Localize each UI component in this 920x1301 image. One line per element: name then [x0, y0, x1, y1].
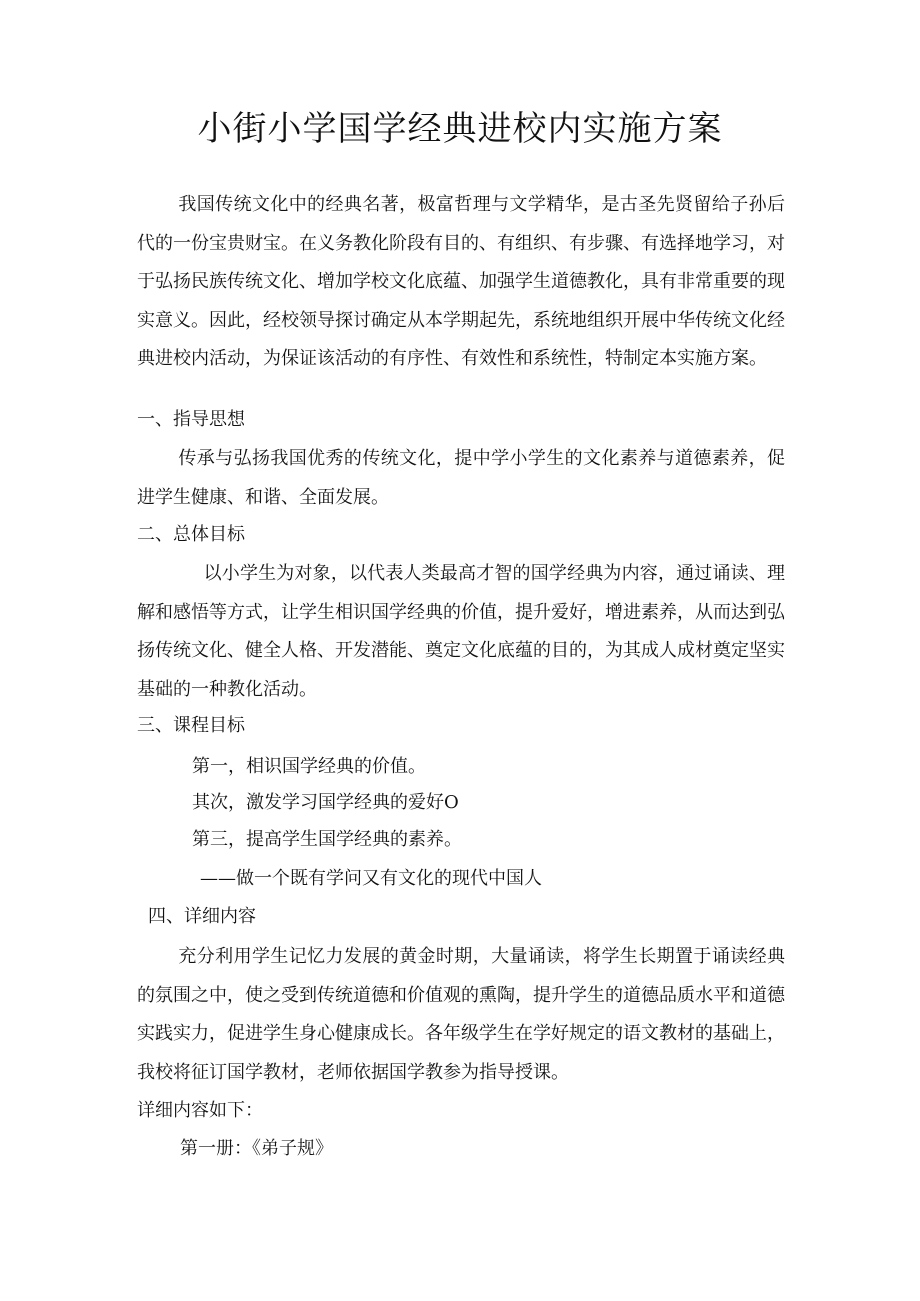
objective-item: 第一，相识国学经典的价值。 [192, 756, 426, 777]
section2-heading: 二、总体目标 [137, 524, 245, 545]
section2-body: 以小学生为对象，以代表人类最高才智的国学经典为内容，通过诵读、理解和感悟等方式，让学生相识国学经典的价值，提升爱好，增进素养，从而达到弘扬传统文化、健全人格、开发潜能、奠定文化底蕴的目的，为其成人成材奠定坚实基础的一种教化活动。 [137, 563, 785, 700]
content-list-intro: 详细内容如下： [137, 1100, 263, 1121]
objective-item: 第三，提高学生国学经典的素养。 [192, 829, 462, 850]
section1-heading: 一、指导思想 [137, 409, 245, 430]
section3-heading: 三、课程目标 [137, 715, 245, 736]
document-title: 小街小学国学经典进校内实施方案 [197, 109, 723, 149]
objective-item: 其次，激发学习国学经典的爱好O [192, 792, 459, 813]
section1-body: 传承与弘扬我国优秀的传统文化，提中学小学生的文化素养与道德素养，促进学生健康、和谐、全面发展。 [137, 448, 785, 508]
section4-heading: 四、详细内容 [148, 906, 256, 927]
intro-paragraph: 我国传统文化中的经典名著，极富哲理与文学精华，是古圣先贤留给子孙后代的一份宝贵财宝。在义务教化阶段有目的、有组织、有步骤、有选择地学习，对于弘扬民族传统文化、增加学校文化底蕴、加强学生道德教化，具有非常重要的现实意义。因此，经校领导探讨确定从本学期起先，系统地组织开展中华传统文化经典进校内活动，为保证该活动的有序性、有效性和系统性，特制定本实施方案。 [137, 194, 785, 370]
objective-motto: ——做一个既有学问又有文化的现代中国人 [200, 868, 542, 889]
section4-body: 充分利用学生记忆力发展的黄金时期，大量诵读，将学生长期置于诵读经典的氛围之中，使之受到传统道德和价值观的熏陶，提升学生的道德品质水平和道德实践实力，促进学生身心健康成长。各年级学生在学好规定的语文教材的基础上，我校将征订国学教材，老师依据国学教参为指导授课。 [137, 946, 785, 1083]
book-item: 第一册：《弟子规》 [180, 1138, 333, 1159]
